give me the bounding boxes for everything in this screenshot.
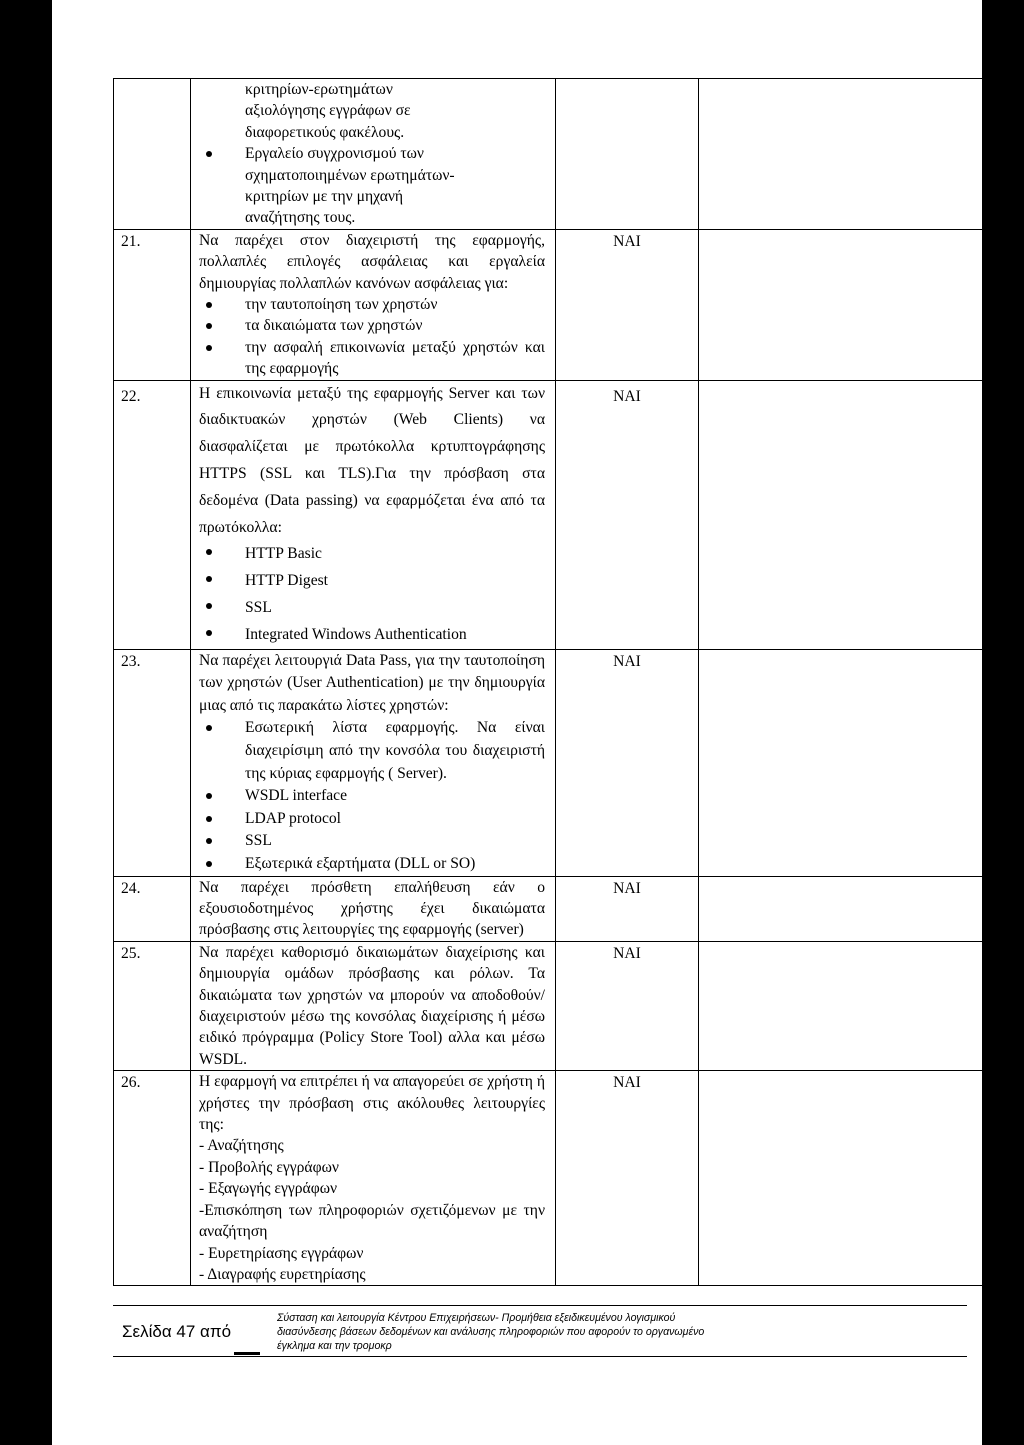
row-answer: ΝΑΙ <box>556 649 699 876</box>
row-intro: Να παρέχει στον διαχειριστή της εφαρμογής, πολλαπλές επιλογές ασφάλειας και εργαλεία δημιουργίας πολλαπλών κανόνων ασφάλειας για: <box>199 231 545 292</box>
row-description <box>191 229 556 380</box>
text-line: αξιολόγησης εγγράφων σε <box>245 102 411 120</box>
bullet-item: SSL <box>199 830 545 853</box>
row-description <box>191 79 556 230</box>
row-intro: Να παρέχει λειτουργιά Data Pass, για την ταυτοποίηση των χρηστών (User Authentication) με την δημιουργία μιας από τις παρακάτω λίστες χρηστών: <box>199 651 545 714</box>
row-intro: Η επικοινωνία μεταξύ της εφαρμογής Server και των διαδικτυακών χρηστών (Web Clients) να διασφαλίζεται με πρωτόκολλα κρτυπτογράφησης HTTPS (SSL και TLS).Για την πρόσβαση στα δεδομένα (Data passing) να εφαρμόζεται ένα από τα πρωτόκολλα: <box>199 384 545 536</box>
row-reference <box>699 380 985 649</box>
list-item: - Προβολής εγγράφων <box>199 1158 339 1176</box>
row-intro: Να παρέχει καθορισμό δικαιωμάτων διαχείρισης και δημιουργία ομάδων πρόσβασης και ρόλων. Τα δικαιώματα των χρηστών να μπορούν να αποδοθούν/διαχειριστούν μέσω της κονσόλας διαχείρισης ή μέσω ειδικό πρόγραμμα (Policy Store Tool) αλλα και μέσω WSDL. <box>199 943 545 1068</box>
row-number: 25. <box>114 941 191 1070</box>
bullet-item: SSL <box>199 595 545 622</box>
row-intro: Η εφαρμογή να επιτρέπει ή να απαγορεύει σε χρήστη ή χρήστες την πρόσβαση στις ακόλουθες λειτουργίες της: <box>199 1073 545 1134</box>
table-row <box>114 380 985 649</box>
footer-divider <box>113 1305 967 1306</box>
row-answer <box>556 79 699 230</box>
bullet-item: Εσωτερική λίστα εφαρμογής. Να είναι διαχειρίσιμη από την κονσόλα του διαχειριστή της κύριας εφαρμογής ( Server). <box>199 717 545 785</box>
row-description <box>191 941 556 1070</box>
table-row <box>114 649 985 876</box>
text-line: σχηματοποιημένων ερωτημάτων- <box>245 166 455 184</box>
table-row <box>114 1071 985 1286</box>
row-reference <box>699 876 985 941</box>
page-number: Σελίδα 47 από <box>122 1322 232 1341</box>
list-item: - Διαγραφής ευρετηρίασης <box>199 1265 366 1283</box>
row-description <box>191 1071 556 1286</box>
row-description <box>191 649 556 876</box>
row-reference <box>699 941 985 1070</box>
row-number: 24. <box>114 876 191 941</box>
row-answer: ΝΑΙ <box>556 229 699 380</box>
row-reference <box>699 1071 985 1286</box>
row-description <box>191 876 556 941</box>
text-line: αναζήτησης τους. <box>245 209 356 227</box>
footer-divider <box>234 1352 260 1355</box>
row-answer: ΝΑΙ <box>556 876 699 941</box>
list-item: - Ευρετηρίασης εγγράφων <box>199 1244 364 1262</box>
footer-line: Σύσταση και λειτουργία Κέντρου Επιχειρήσεων- Προμήθεια εξειδικευμένου λογισμικού <box>277 1312 676 1324</box>
bullet-item: LDAP protocol <box>199 808 545 831</box>
list-item: - Εξαγωγής εγγράφων <box>199 1180 338 1198</box>
bullet-item: WSDL interface <box>199 785 545 808</box>
row-description <box>191 380 556 649</box>
row-answer: ΝΑΙ <box>556 380 699 649</box>
row-number: 21. <box>114 229 191 380</box>
footer-text <box>277 1311 957 1353</box>
table-row <box>114 941 985 1070</box>
bullet-item: την ταυτοποίηση των χρηστών <box>199 294 545 315</box>
bullet-item: HTTP Digest <box>199 568 545 595</box>
text-line: διαφορετικούς φακέλους. <box>245 123 405 141</box>
row-number: 26. <box>114 1071 191 1286</box>
row-number: 23. <box>114 649 191 876</box>
list-item: - Αναζήτησης <box>199 1137 284 1155</box>
row-answer: ΝΑΙ <box>556 941 699 1070</box>
list-item: -Επισκόπηση των πληροφοριών σχετιζόμενων με την αναζήτηση <box>199 1201 545 1241</box>
row-reference <box>699 229 985 380</box>
footer-line: διασύνδεσης βάσεων δεδομένων και ανάλυσης πληροφοριών που αφορούν το οργανωμένο <box>277 1326 705 1338</box>
text-line: κριτηρίων-ερωτημάτων <box>245 81 393 98</box>
bullet-item: την ασφαλή επικοινωνία μεταξύ χρηστών και της εφαρμογής <box>199 337 545 380</box>
table-row <box>114 876 985 941</box>
bullet-item: Integrated Windows Authentication <box>199 622 545 649</box>
row-reference <box>699 79 985 230</box>
bullet-item: τα δικαιώματα των χρηστών <box>199 315 545 336</box>
row-reference <box>699 649 985 876</box>
text-line: κριτηρίων με την μηχανή <box>245 188 404 206</box>
bullet-item: HTTP Basic <box>199 541 545 568</box>
requirements-table <box>113 78 985 1286</box>
footer-divider <box>113 1356 967 1357</box>
row-number: 22. <box>114 380 191 649</box>
bullet-item: Εξωτερικά εξαρτήματα (DLL or SO) <box>199 853 545 876</box>
row-number <box>114 79 191 230</box>
row-answer: ΝΑΙ <box>556 1071 699 1286</box>
footer-line: έγκλημα και την τρομοκρ <box>277 1340 392 1352</box>
table-row <box>114 229 985 380</box>
bullet-item: Εργαλείο συγχρονισμού των <box>199 143 545 164</box>
row-intro: Να παρέχει πρόσθετη επαλήθευση εάν ο εξουσιοδοτημένος χρήστης έχει δικαιώματα πρόσβασης στις λειτουργίες της εφαρμογής (server) <box>199 878 545 939</box>
table-row <box>114 79 985 230</box>
